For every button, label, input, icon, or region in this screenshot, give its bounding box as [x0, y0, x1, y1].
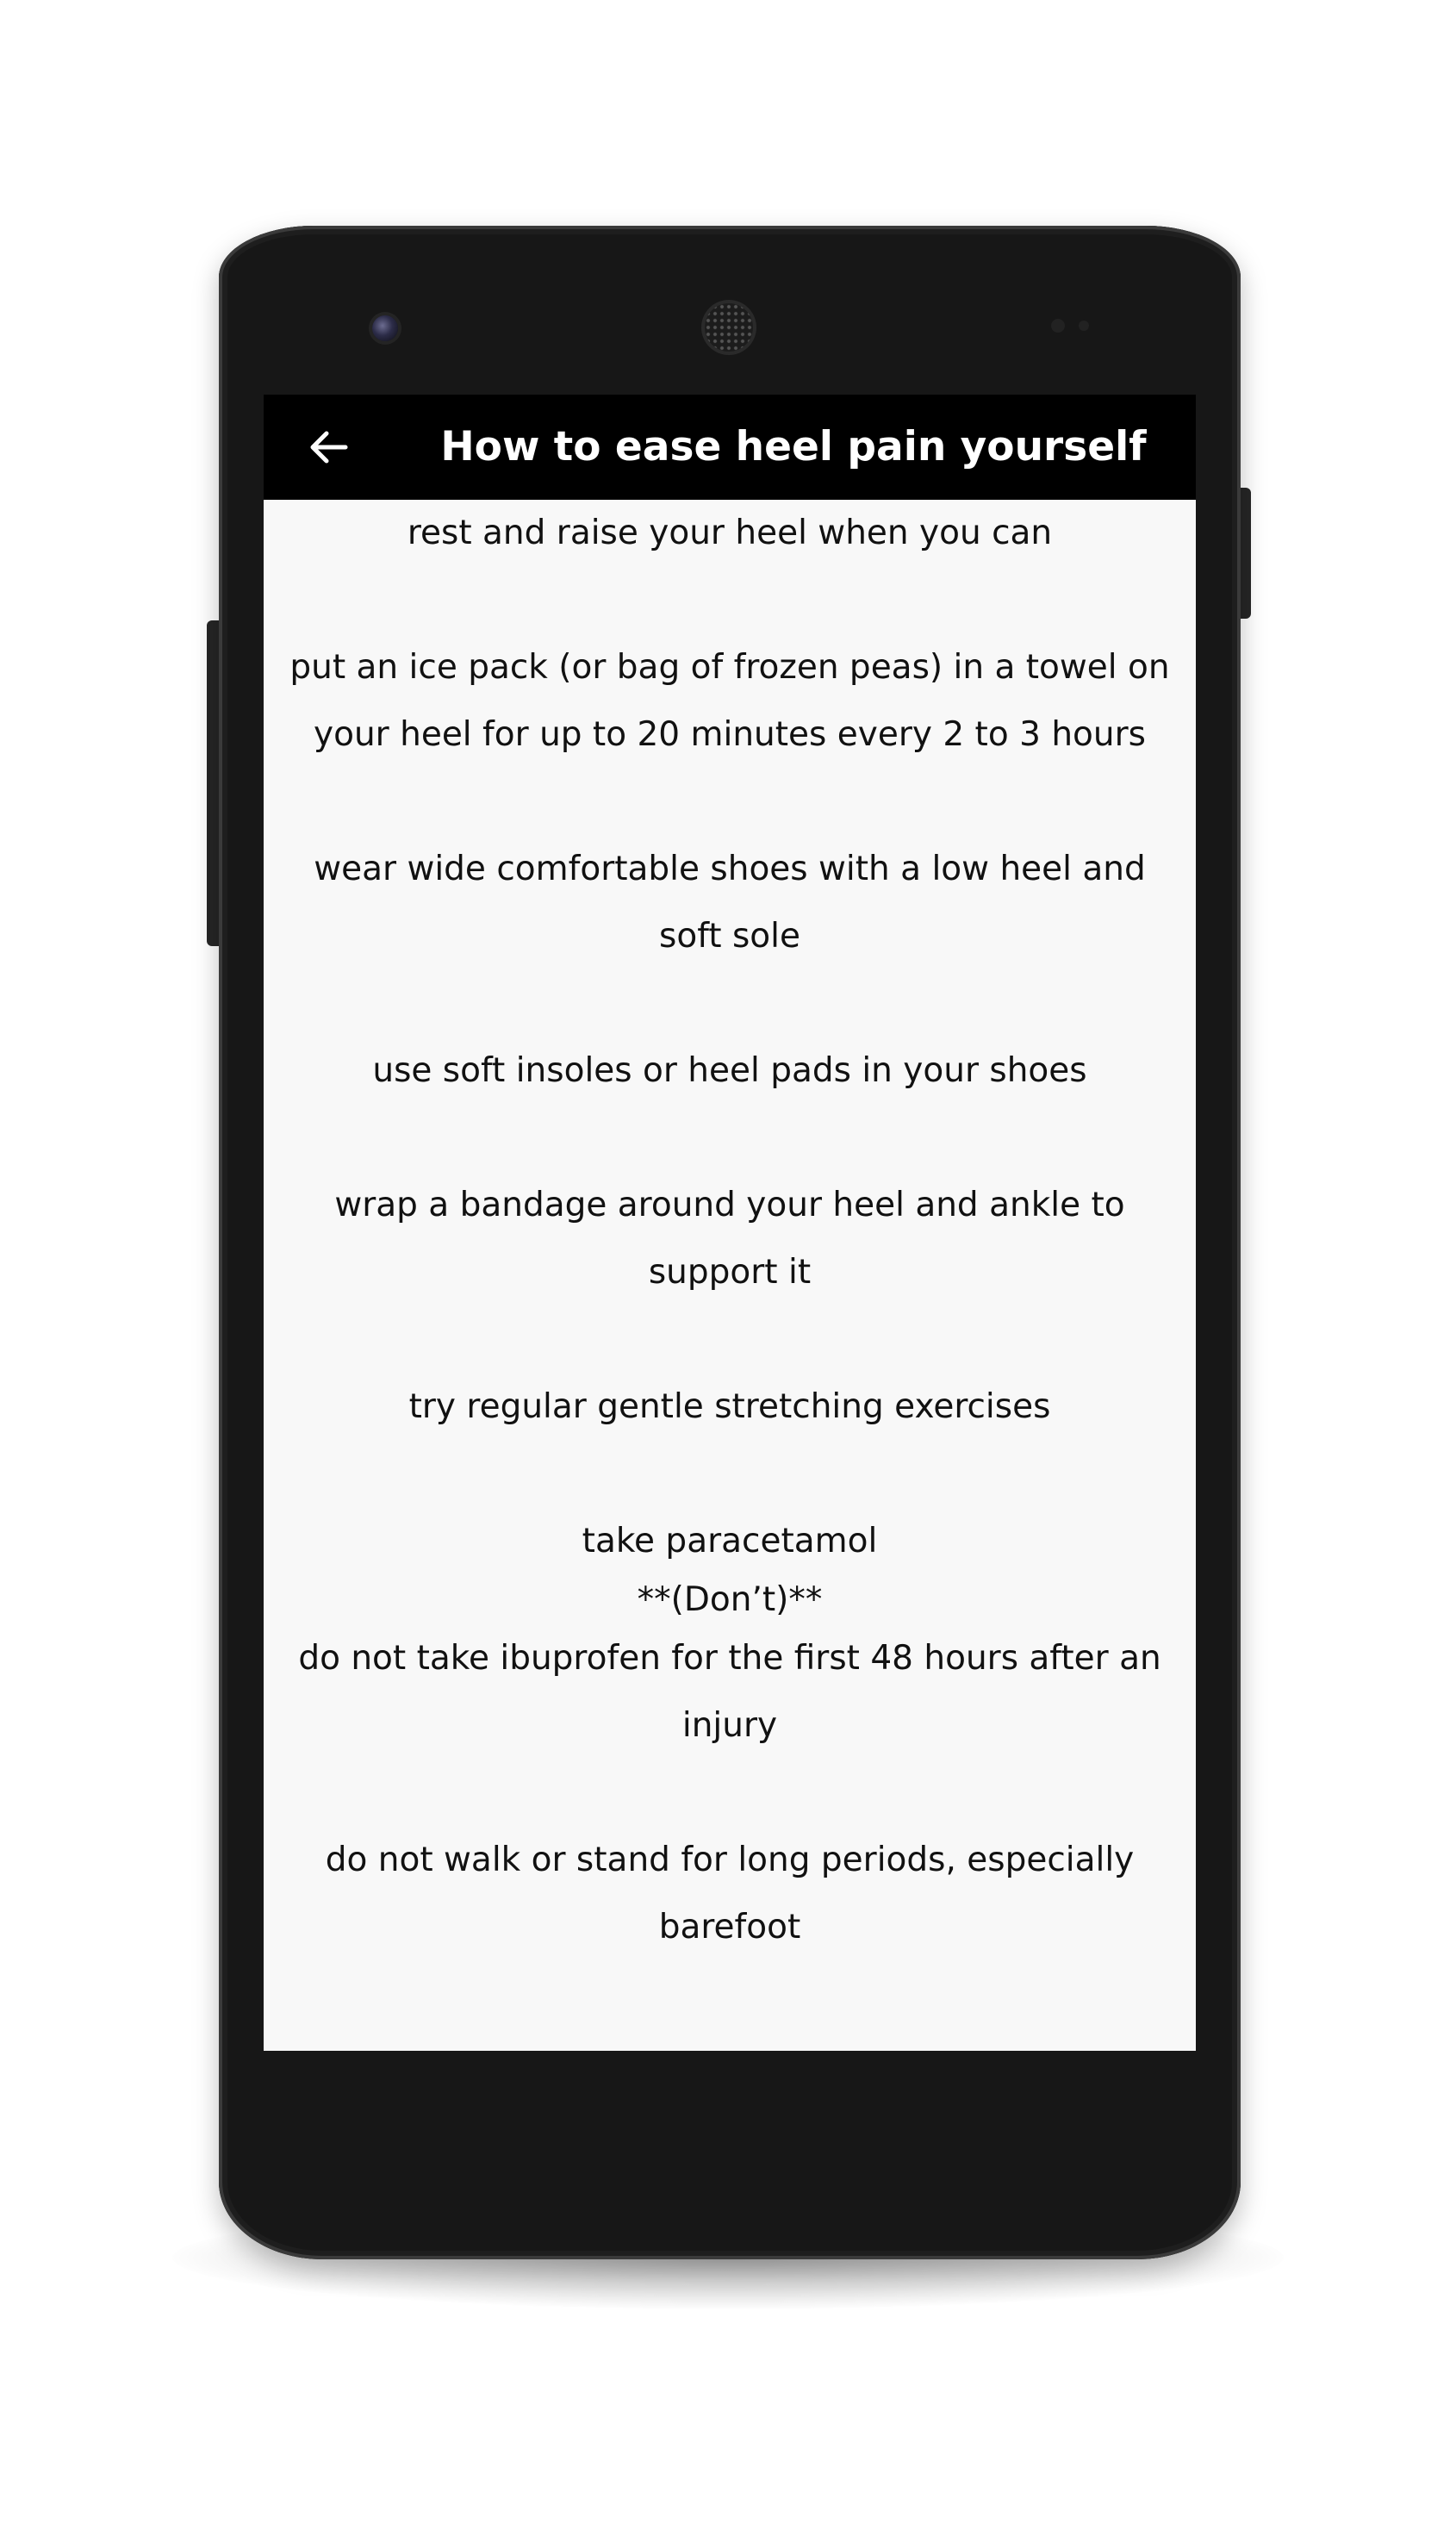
tip-item: try regular gentle stretching exercises	[408, 1387, 1051, 1426]
app-screen	[264, 395, 1196, 2051]
arrow-left-icon	[308, 427, 349, 468]
dont-item: do not walk or stand for long periods, especially barefoot	[325, 1841, 1135, 1947]
tip-item: wear wide comfortable shoes with a low heel and soft sole	[314, 850, 1146, 956]
dont-heading: **(Don’t)**	[637, 1580, 823, 1619]
back-button[interactable]	[305, 424, 352, 470]
earpiece-speaker-icon	[705, 303, 753, 352]
tip-item: put an ice pack (or bag of frozen peas) in a towel on your heel for up to 20 minutes every 2 to 3 hours	[289, 648, 1170, 754]
app-bar	[264, 395, 1196, 500]
proximity-sensor-icon	[1051, 319, 1065, 333]
tip-item: use soft insoles or heel pads in your shoes	[372, 1051, 1087, 1090]
tip-item: rest and raise your heel when you can	[407, 514, 1053, 552]
page-title: How to ease heel pain yourself	[440, 423, 1147, 470]
front-camera-icon	[372, 315, 398, 341]
dont-item: do not take ibuprofen for the first 48 hours after an injury	[298, 1639, 1161, 1745]
tip-item: take paracetamol	[582, 1522, 878, 1561]
tip-item: wrap a bandage around your heel and ankle to support it	[334, 1186, 1125, 1292]
light-sensor-icon	[1079, 321, 1089, 331]
tips-content	[264, 500, 1196, 1961]
